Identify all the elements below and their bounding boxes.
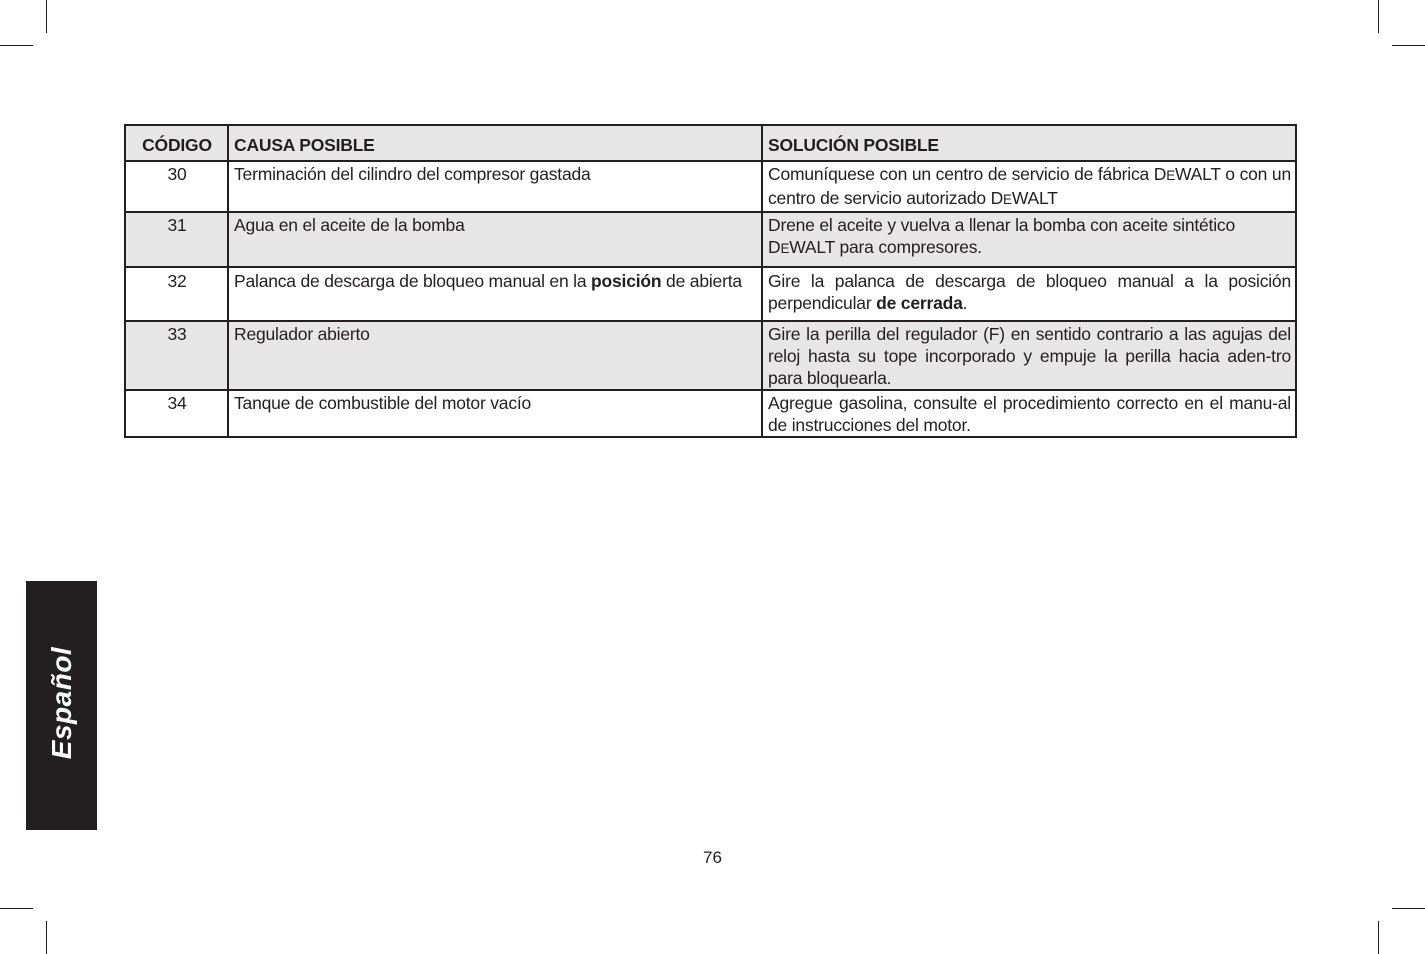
header-cause: CAUSA POSIBLE — [228, 125, 762, 161]
language-tab — [26, 581, 97, 830]
brand-small-caps: E — [1003, 192, 1012, 207]
row-cause — [228, 267, 762, 321]
crop-mark-bottom-right-vertical — [1378, 921, 1379, 954]
solution-text: . — [962, 293, 968, 313]
crop-mark-top-left-horizontal — [0, 45, 33, 46]
solution-text: Gire la palanca de descarga de bloqueo manual a la posición perpendicular — [768, 271, 1291, 313]
row-code: 33 — [125, 321, 228, 390]
table-row — [125, 161, 1296, 212]
row-solution: Gire la perilla del regulador (F) en sentido contrario a las agujas del reloj hasta su tope incorporado y empuje la perilla hacia aden-tro para bloquearla. — [762, 321, 1296, 390]
row-solution — [762, 267, 1296, 321]
solution-text: WALT o con un centro de servicio autorizado D — [768, 164, 1291, 208]
brand-small-caps: E — [1166, 168, 1176, 183]
table-row — [125, 267, 1296, 321]
cause-text: Palanca de descarga de bloqueo manual en la — [234, 271, 592, 291]
solution-text: Comuníquese con un centro de servicio de fábrica D — [768, 164, 1167, 184]
page-number: 76 — [703, 848, 722, 867]
table-row — [125, 390, 1296, 437]
crop-mark-bottom-left-vertical — [46, 921, 47, 954]
crop-mark-bottom-right-horizontal — [1392, 908, 1425, 909]
row-cause: Terminación del cilindro del compresor gastada — [228, 161, 762, 212]
language-tab-label: Español — [45, 646, 77, 760]
row-code: 34 — [125, 390, 228, 437]
solution-text: WALT — [1011, 188, 1058, 208]
table-row — [125, 212, 1296, 267]
table-row — [125, 321, 1296, 390]
row-cause: Tanque de combustible del motor vacío — [228, 390, 762, 437]
header-solution: SOLUCIÓN POSIBLE — [762, 125, 1296, 161]
cause-bold-text: posición — [591, 271, 662, 291]
troubleshooting-table — [124, 124, 1297, 438]
table-header-row — [125, 125, 1296, 161]
row-solution: Agregue gasolina, consulte el procedimiento correcto en el manu-al de instrucciones del motor. — [762, 390, 1296, 437]
brand-small-caps: E — [780, 241, 790, 256]
solution-text: WALT para compresores. — [789, 237, 982, 257]
row-solution — [762, 212, 1296, 267]
row-code: 31 — [125, 212, 228, 267]
row-solution — [762, 161, 1296, 212]
row-code: 30 — [125, 161, 228, 212]
row-cause: Agua en el aceite de la bomba — [228, 212, 762, 267]
row-code: 32 — [125, 267, 228, 321]
crop-mark-bottom-left-horizontal — [0, 908, 33, 909]
solution-bold-text: de cerrada — [876, 293, 963, 313]
crop-mark-top-right-horizontal — [1392, 45, 1425, 46]
solution-text: Drene el aceite y vuelva a llenar la bomba con aceite sintético D — [768, 215, 1235, 257]
cause-text: de abierta — [661, 271, 742, 291]
crop-mark-top-left-vertical — [46, 0, 47, 33]
row-cause: Regulador abierto — [228, 321, 762, 390]
crop-mark-top-right-vertical — [1378, 0, 1379, 33]
header-code: CÓDIGO — [125, 125, 228, 161]
